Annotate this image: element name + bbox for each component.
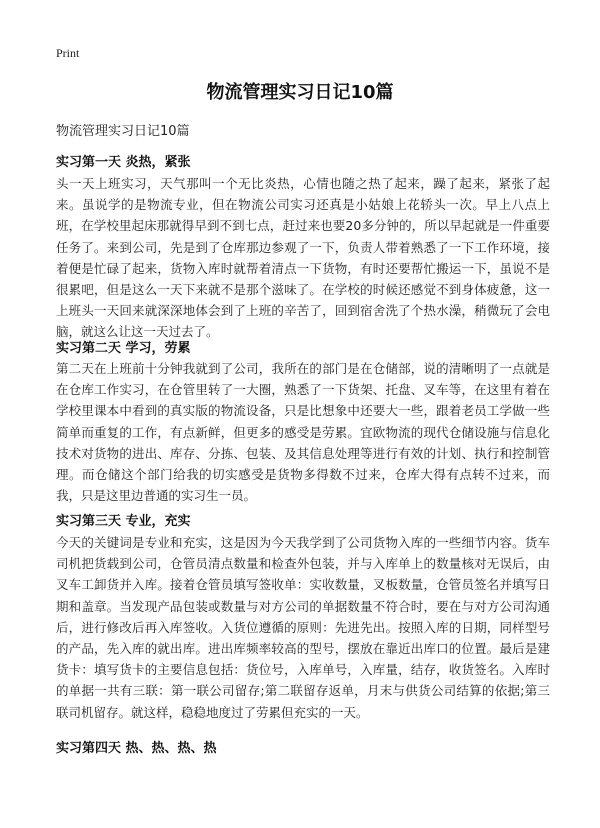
page-title: 物流管理实习日记10篇 [206,82,394,103]
section-body-day-2: 第二天在上班前十分钟我就到了公司，我所在的部门是在仓储部，说的清晰明了一点就是在仓库工作实习，在仓管里转了一大圈，熟悉了一下货架、托盘、叉车等，在这里有着在学校里课本中看到的真实版的物流设备，只是比想象中还要大一些，跟着老员工学做一些简单而重复的工作，有点新鲜，但更多的感受是劳累。宜欧物流的现代仓储设施与信息化技术对货物的进出、库存、分拣、包装、及其信息处理等进行有效的计划、执行和控制管理。而仓储这个部门给我的切实感受是货物多得数不过来，仓库大得有点转不过来，而我，只是这里边普通的实习生一员。 [56,361,550,504]
print-link[interactable]: Print [56,46,80,60]
page-subtitle: 物流管理实习日记10篇 [56,124,190,139]
section-heading-day-3: 实习第三天 专业，充实 [56,514,191,529]
section-body-day-3: 今天的关键词是专业和充实，这是因为今天我学到了公司货物入库的一些细节内容。货车司机把货载到公司，仓管员清点数量和检查外包装，并与入库单上的数量核对无误后，由叉车工卸货并入库。接着仓管员填写签收单：实收数量，叉板数量，仓管员签名并填写日期和盖章。当发现产品包装或数量与对方公司的单据数量不符合时，要在与对方公司沟通后，进行修改后再入库签收。入货位遵循的原则：先进先出。按照入库的日期，同样型号的产品，先入库的就出库。进出库频率较高的型号，摆放在靠近出库口的位置。最后是建货卡：填写货卡的主要信息包括：货位号，入库单号，入库量，结存，收货签名。入库时的单据一共有三联：第一联公司留存;第二联留存返单，月末与供货公司结算的依据;第三联司机留存。就这样，稳稳地度过了劳累但充实的一天。 [56,535,550,720]
section-heading-day-2: 实习第二天 学习，劳累 [56,341,191,356]
section-body-day-1: 头一天上班实习，天气那叫一个无比炎热，心情也随之热了起来，躁了起来，紧张了起来。虽说学的是物流专业，但在物流公司实习还真是小姑娘上花轿头一次。早上八点上班，在学校里起床那就得早到不到七点，赶过来也要20多分钟的，所以早起就是一件重要任务了。来到公司，先是到了仓库那边参观了一下，负责人带着熟悉了一下工作环境，接着便是忙碌了起来，货物入库时就帮着清点一下货物，有时还要帮忙搬运一下，虽说不是很累吧，但是这么一天下来就不是那个滋味了。在学校的时候还感觉不到身体疲惫，这一上班头一天回来就深深地体会到了上班的辛苦了，回到宿舍洗了个热水澡，稍微玩了会电脑，就这么让这一天过去了。 [56,176,550,340]
section-heading-day-1: 实习第一天 炎热，紧张 [56,155,191,170]
section-heading-day-4: 实习第四天 热、热、热、热 [56,741,217,756]
